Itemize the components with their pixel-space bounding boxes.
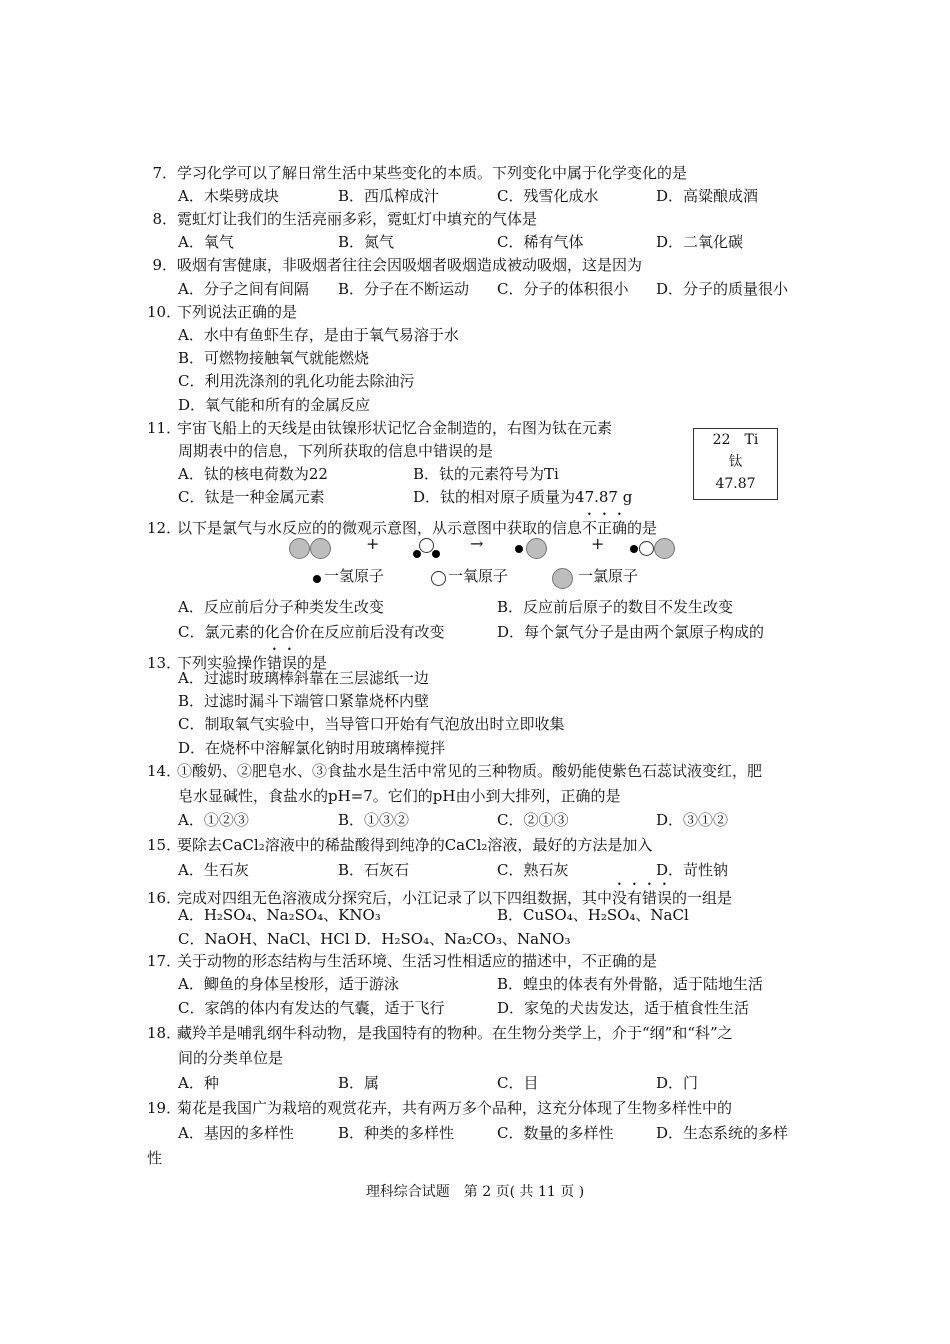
q9-option-a: A．分子之间有间隔: [178, 280, 309, 298]
q8-option-b: B．氮气: [338, 233, 395, 251]
q19-option-b: B．种类的多样性: [338, 1124, 455, 1142]
q11-option-b: B．钛的元素符号为Ti: [413, 465, 559, 483]
legend-oxygen: 一氧原子: [448, 567, 509, 585]
q18-option-c: C．目: [497, 1074, 539, 1092]
question-8-stem: 8．霓虹灯让我们的生活亮丽多彩，霓虹灯中填充的气体是: [152, 210, 538, 228]
chlorine-legend-icon: [552, 568, 573, 589]
q10-option-d: D．氧气能和所有的金属反应: [178, 396, 371, 414]
q15-option-b: B．石灰石: [338, 861, 410, 879]
element-number-symbol: 22 Ti: [712, 432, 759, 448]
oxygen-legend-icon: [431, 571, 446, 586]
q10-option-b: B．可燃物接触氧气就能燃烧: [178, 349, 370, 367]
legend-chlorine: 一氯原子: [578, 567, 639, 585]
q8-option-c: C．稀有气体: [497, 233, 584, 251]
q17-option-c: C．家鸽的体内有发达的气囊，适于飞行: [178, 999, 445, 1017]
question-18-stem: 18．藏羚羊是哺乳纲牛科动物，是我国特有的物种。在生物分类学上，介于“纲”和“科”之: [147, 1024, 733, 1042]
q15-option-a: A．生石灰: [178, 861, 249, 879]
q17-option-b: B．蝗虫的体表有外骨骼，适于陆地生活: [497, 975, 764, 993]
q9-option-d: D．分子的质量很小: [656, 280, 789, 298]
hydrogen-atom-icon: [515, 545, 523, 553]
q14-option-c: C．②①③: [497, 811, 569, 829]
q19-option-a: A．基因的多样性: [178, 1124, 294, 1142]
legend-hydrogen: 一氢原子: [324, 567, 385, 585]
question-11-stem: 11．宇宙飞船上的天线是由钛镍形状记忆合金制造的，右图为钛在元素: [147, 419, 613, 437]
q12-option-d: D．每个氯气分子是由两个氯原子构成的: [497, 623, 765, 641]
q14-option-b: B．①③②: [338, 811, 410, 829]
q11-option-c: C．钛是一种金属元素: [178, 488, 325, 506]
q18-option-a: A．种: [178, 1074, 219, 1092]
element-mass: 47.87: [715, 476, 756, 492]
q10-option-a: A．水中有鱼虾生存，是由于氧气易溶于水: [178, 326, 459, 344]
q17-option-d: D．家兔的犬齿发达，适于植食性生活: [497, 999, 750, 1017]
question-12-stem: 12．以下是氯气与水反应的的微观示意图，从示意图中获取的信息不正确的是: [147, 519, 658, 537]
question-14-stem-cont: 皂水显碱性，食盐水的pH=7。它们的pH由小到大排列，正确的是: [178, 787, 621, 805]
chlorine-atom-icon: [526, 538, 547, 559]
q16-option-cd: C．NaOH、NaCl、HCl D．H₂SO₄、Na₂CO₃、NaNO₃: [178, 930, 571, 948]
question-9-stem: 9．吸烟有害健康，非吸烟者往往会因吸烟者吸烟造成被动吸烟，这是因为: [152, 256, 643, 274]
q14-option-d: D．③①②: [656, 811, 729, 829]
question-16-stem: 16．完成对四组无色溶液成分探究后，小江记录了以下四组数据，其中没有错误的一组是: [147, 889, 733, 907]
q15-option-c: C．熟石灰: [497, 861, 569, 879]
element-name: 钛: [728, 454, 743, 470]
q19-option-d: D．生态系统的多样: [656, 1124, 789, 1142]
reaction-arrow: →: [470, 534, 484, 553]
q11-option-d: D．钛的相对原子质量为47.87 g: [413, 488, 633, 506]
question-14-stem: 14．①酸奶、②肥皂水、③食盐水是生活中常见的三种物质。酸奶能使紫色石蕊试液变红，肥: [147, 762, 763, 780]
plus-sign: +: [591, 534, 605, 553]
q12-option-a: A．反应前后分子种类发生改变: [178, 598, 384, 616]
q7-option-a: A．木柴劈成块: [178, 187, 279, 205]
question-19-stem: 19．菊花是我国广为栽培的观赏花卉，共有两万多个品种，这充分体现了生物多样性中的: [147, 1099, 733, 1117]
q17-option-a: A．鲫鱼的身体呈梭形，适于游泳: [178, 975, 399, 993]
chlorine-atom-icon: [310, 538, 331, 559]
question-13-stem: 13．下列实验操作错误的是: [147, 654, 328, 672]
q10-option-c: C．利用洗涤剂的乳化功能去除油污: [178, 372, 415, 390]
chlorine-atom-icon: [654, 538, 675, 559]
q8-option-d: D．二氧化碳: [656, 233, 744, 251]
hydrogen-atom-icon: [413, 550, 421, 558]
plus-sign: +: [366, 534, 380, 553]
chlorine-atom-icon: [289, 538, 310, 559]
question-18-stem-cont: 间的分类单位是: [178, 1049, 284, 1067]
q14-option-a: A．①②③: [178, 811, 249, 829]
q9-option-b: B．分子在不断运动: [338, 280, 470, 298]
q12-option-c: C．氯元素的化合价在反应前后没有改变: [178, 623, 445, 641]
question-15-stem: 15．要除去CaCl₂溶液中的稀盐酸得到纯净的CaCl₂溶液，最好的方法是加入: [147, 836, 653, 854]
page-footer: 理科综合试题 第 2 页( 共 11 页 ): [365, 1184, 585, 1200]
q16-option-b: B．CuSO₄、H₂SO₄、NaCl: [497, 906, 689, 924]
question-11-stem-cont: 周期表中的信息，下列所获取的信息中错误的是: [178, 442, 494, 460]
q19-option-d-wrap: 性: [147, 1149, 163, 1167]
question-17-stem: 17．关于动物的形态结构与生活环境、生活习性相适应的描述中，不正确的是: [147, 952, 658, 970]
q7-option-b: B．西瓜榨成汁: [338, 187, 440, 205]
hydrogen-atom-icon: [630, 545, 638, 553]
q18-option-d: D．门: [656, 1074, 699, 1092]
hydrogen-atom-icon: [432, 550, 440, 558]
titanium-element-card: [693, 428, 778, 500]
q13-option-b: B．过滤时漏斗下端管口紧靠烧杯内壁: [178, 692, 430, 710]
q7-option-d: D．高粱酿成酒: [656, 187, 759, 205]
q8-option-a: A．氧气: [178, 233, 234, 251]
oxygen-atom-icon: [639, 541, 654, 556]
question-7-stem: 7．学习化学可以了解日常生活中某些变化的本质。下列变化中属于化学变化的是: [152, 164, 688, 182]
q9-option-c: C．分子的体积很小: [497, 280, 629, 298]
q13-option-a: A．过滤时玻璃棒斜靠在三层滤纸一边: [178, 669, 429, 687]
q18-option-b: B．属: [338, 1074, 380, 1092]
q11-option-a: A．钛的核电荷数为22: [178, 465, 328, 483]
hydrogen-legend-icon: [313, 575, 321, 583]
q15-option-d: D．苛性钠: [656, 861, 729, 879]
q12-option-b: B．反应前后原子的数目不发生改变: [497, 598, 734, 616]
q7-option-c: C．残雪化成水: [497, 187, 599, 205]
q19-option-c: C．数量的多样性: [497, 1124, 614, 1142]
q16-option-a: A．H₂SO₄、Na₂SO₄、KNO₃: [178, 906, 381, 924]
q13-option-d: D．在烧杯中溶解氯化钠时用玻璃棒搅拌: [178, 739, 446, 757]
q13-option-c: C．制取氧气实验中，当导管口开始有气泡放出时立即收集: [178, 715, 565, 733]
question-10-stem: 10．下列说法正确的是: [147, 303, 298, 321]
